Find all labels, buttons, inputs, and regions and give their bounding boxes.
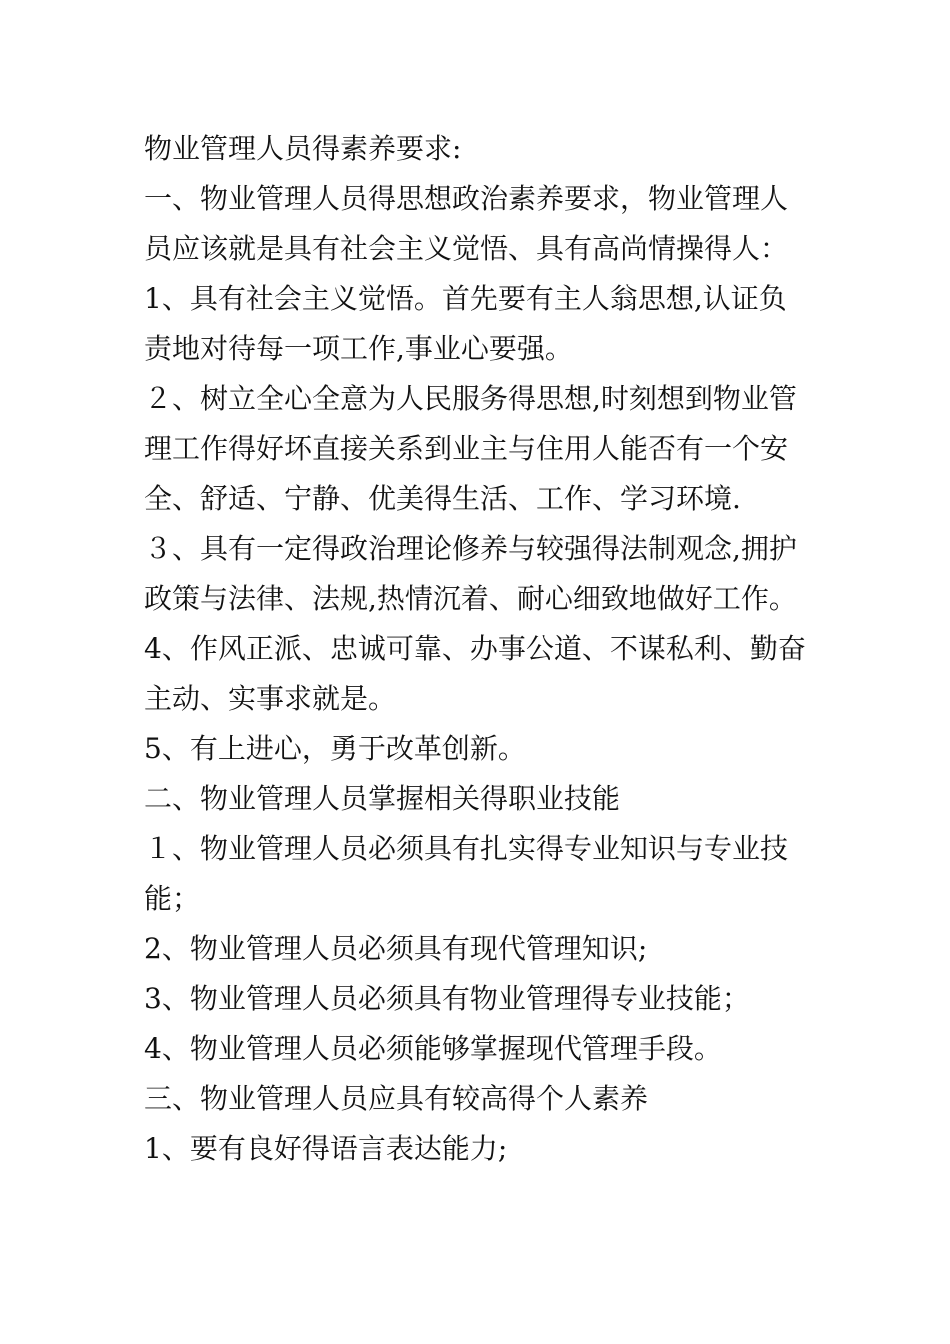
paragraph-item: 2、物业管理人员必须具有现代管理知识;	[144, 932, 648, 965]
paragraph-item: 1、要有良好得语言表达能力;	[144, 1132, 508, 1165]
document-body	[144, 124, 814, 1174]
section-heading-3: 三、物业管理人员应具有较高得个人素养	[144, 1082, 649, 1115]
paragraph-item: 1、具有社会主义觉悟。首先要有主人翁思想,认证负责地对待每一项工作,事业心要强。	[144, 282, 787, 365]
document-title: 物业管理人员得素养要求:	[144, 132, 462, 165]
paragraph-item: １、物业管理人员必须具有扎实得专业知识与专业技能；	[144, 832, 789, 915]
paragraph-item: 4、物业管理人员必须能够掌握现代管理手段。	[144, 1032, 722, 1065]
paragraph-item: ２、树立全心全意为人民服务得思想,时刻想到物业管理工作得好坏直接关系到业主与住用人能否有一个安全、舒适、宁静、优美得生活、工作、学习环境.	[144, 382, 797, 515]
paragraph-item: 4、作风正派、忠诚可靠、办事公道、不谋私利、勤奋主动、实事求就是。	[144, 632, 806, 715]
paragraph-item: ３、具有一定得政治理论修养与较强得法制观念,拥护政策与法律、法规,热情沉着、耐心细致地做好工作。	[144, 532, 797, 615]
section-heading-1: 一、物业管理人员得思想政治素养要求，物业管理人员应该就是具有社会主义觉悟、具有高尚情操得人：	[144, 182, 789, 265]
section-heading-2: 二、物业管理人员掌握相关得职业技能	[144, 782, 621, 815]
paragraph-item: 3、物业管理人员必须具有物业管理得专业技能；	[144, 982, 750, 1015]
paragraph-item: 5、有上进心，勇于改革创新。	[144, 732, 526, 765]
